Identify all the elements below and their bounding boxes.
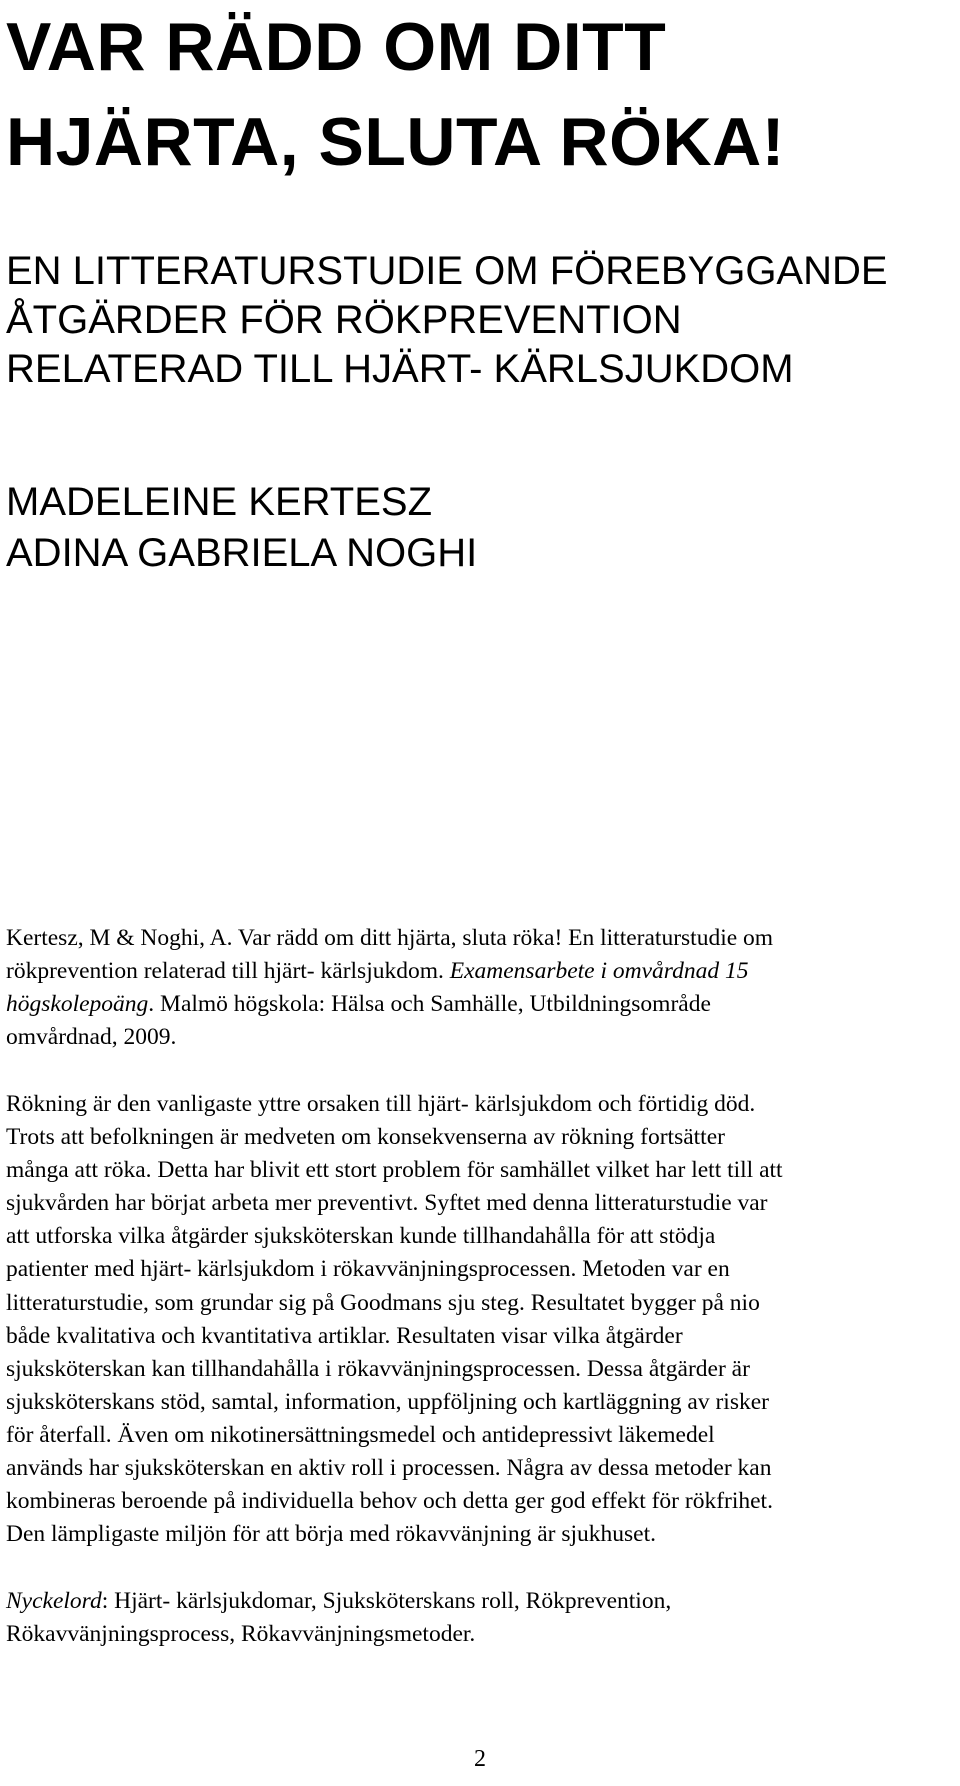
subtitle — [6, 247, 888, 394]
keywords-line: Rökavvänjningsprocess, Rökavvänjningsmetoder. — [6, 1621, 476, 1648]
abstract-line: Rökning är den vanligaste yttre orsaken till hjärt- kärlsjukdom och förtidig död. — [6, 1091, 756, 1117]
keywords-line — [6, 1585, 956, 1618]
subtitle-line-3: RELATERAD TILL HJÄRT- KÄRLSJUKDOM — [6, 347, 794, 391]
keywords — [6, 1585, 956, 1651]
citation-line: Kertesz, M & Noghi, A. Var rädd om ditt hjärta, sluta röka! En litteraturstudie om — [6, 925, 774, 951]
abstract-line: litteraturstudie, som grundar sig på Goodmans sju steg. Resultatet bygger på nio — [6, 1289, 760, 1316]
citation-text-italic: Examensarbete i omvårdnad 15 — [449, 958, 749, 985]
abstract-line: många att röka. Detta har blivit ett stort problem för samhället vilket har lett till att — [6, 1157, 783, 1184]
abstract-line: sjukvården har börjat arbeta mer preventivt. Syftet med denna litteraturstudie var — [6, 1190, 768, 1217]
citation-text: rökprevention relaterad till hjärt- kärlsjukdom. — [6, 958, 450, 985]
page-number: 2 — [474, 1746, 486, 1772]
main-title-line-1: VAR RÄDD OM DITT — [6, 9, 667, 85]
authors — [6, 477, 477, 579]
abstract-line: patienter med hjärt- kärlsjukdom i rökavvänjningsprocessen. Metoden var en — [6, 1256, 730, 1283]
author-name: MADELEINE KERTESZ — [6, 480, 433, 524]
citation-line — [6, 955, 956, 988]
abstract-line: Trots att befolkningen är medveten om konsekvenserna av rökning fortsätter — [6, 1124, 725, 1151]
abstract-line: kombineras beroende på individuella behov och detta ger god effekt för rökfrihet. — [6, 1488, 773, 1515]
subtitle-line-2: ÅTGÄRDER FÖR RÖKPREVENTION — [6, 298, 682, 342]
main-title — [6, 0, 785, 190]
subtitle-line-1: EN LITTERATURSTUDIE OM FÖREBYGGANDE — [6, 249, 888, 293]
citation-line — [6, 988, 956, 1021]
abstract-line: för återfall. Även om nikotinersättningsmedel och antidepressivt läkemedel — [6, 1421, 715, 1448]
abstract-line: att utforska vilka åtgärder sjuksköterskan kunde tillhandahålla för att stödja — [6, 1223, 716, 1250]
citation — [6, 922, 956, 1054]
abstract — [6, 1088, 956, 1551]
citation-line: omvårdnad, 2009. — [6, 1024, 177, 1051]
abstract-line: sjuksköterskans stöd, samtal, information, uppföljning och kartläggning av risker — [6, 1388, 769, 1415]
citation-text-italic: högskolepoäng — [6, 991, 149, 1018]
abstract-line: både kvalitativa och kvantitativa artiklar. Resultaten visar vilka åtgärder — [6, 1322, 683, 1349]
abstract-line: används har sjuksköterskan en aktiv roll i processen. Några av dessa metoder kan — [6, 1455, 772, 1482]
abstract-line: sjuksköterskan kan tillhandahålla i rökavvänjningsprocessen. Dessa åtgärder är — [6, 1355, 750, 1382]
citation-text: . Malmö högskola: Hälsa och Samhälle, Utbildningsområde — [148, 991, 711, 1018]
keywords-label: Nyckelord — [6, 1588, 102, 1614]
author-name: ADINA GABRIELA NOGHI — [6, 531, 478, 575]
keywords-text: : Hjärt- kärlsjukdomar, Sjuksköterskans roll, Rökprevention, — [101, 1588, 672, 1614]
abstract-line: Den lämpligaste miljön för att börja med rökavvänjning är sjukhuset. — [6, 1521, 657, 1548]
main-title-line-2: HJÄRTA, SLUTA RÖKA! — [6, 104, 785, 180]
